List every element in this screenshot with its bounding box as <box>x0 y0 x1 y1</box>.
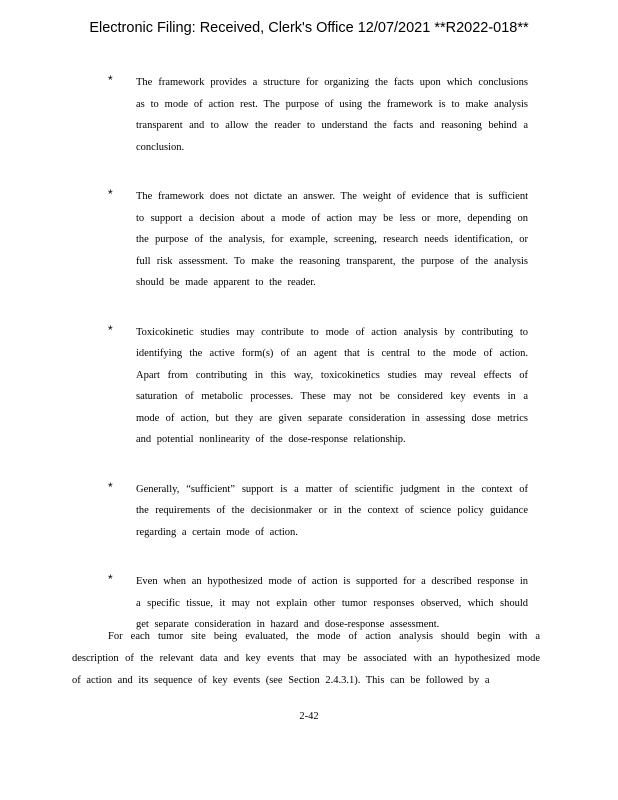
bullet-text: Even when an hypothesized mode of action is supported for a described response in a specific tissue, it may not explain other tumor responses observed, which should get separate consideration in hazard and dose-response assessment. <box>136 576 528 630</box>
bullet-list <box>108 72 528 664</box>
bullet-item <box>108 479 528 544</box>
bullet-item <box>108 322 528 451</box>
filing-header: Electronic Filing: Received, Clerk's Office 12/07/2021 **R2022-018** <box>89 20 529 36</box>
bullet-marker: * <box>108 479 113 494</box>
bullet-text: The framework provides a structure for organizing the facts upon which conclusions as to mode of action rest. The purpose of using the framework is to make analysis transparent and to allow the reader to understand the facts and reasoning behind a conclusion. <box>136 77 528 153</box>
bullet-text: Toxicokinetic studies may contribute to mode of action analysis by contributing to identifying the active form(s) of an agent that is central to the mode of action. Apart from contributing in this way, toxicokinetics studies may reveal effects of saturation of metabolic processes. These may not be considered key events in a mode of action, but they are given separate consideration in assessing dose metrics and potential nonlinearity of the dose-response relationship. <box>136 326 528 445</box>
body-paragraph: For each tumor site being evaluated, the mode of action analysis should begin with a description of the relevant data and key events that may be associated with an hypothesized mode of action and its sequence of key events (see Section 2.4.3.1). This can be followed by a <box>72 631 540 686</box>
bullet-item <box>108 186 528 294</box>
bullet-marker: * <box>108 572 113 586</box>
bullet-marker: * <box>108 187 113 201</box>
bullet-text: The framework does not dictate an answer. The weight of evidence that is sufficient to support a decision about a mode of action may be less or more, depending on the purpose of the analysis, for example, screening, research needs identification, or full risk assessment. To make the reasoning transparent, the purpose of the analysis should be made apparent to the reader. <box>136 191 528 288</box>
bullet-item <box>108 72 528 158</box>
bullet-marker: * <box>108 73 113 87</box>
page-number: 2-42 <box>299 711 319 722</box>
bullet-text: Generally, “sufficient” support is a matter of scientific judgment in the context of the requirements of the decisionmaker or in the context of science policy guidance regarding a certain mode of action. <box>136 483 528 538</box>
bullet-marker: * <box>108 322 113 337</box>
